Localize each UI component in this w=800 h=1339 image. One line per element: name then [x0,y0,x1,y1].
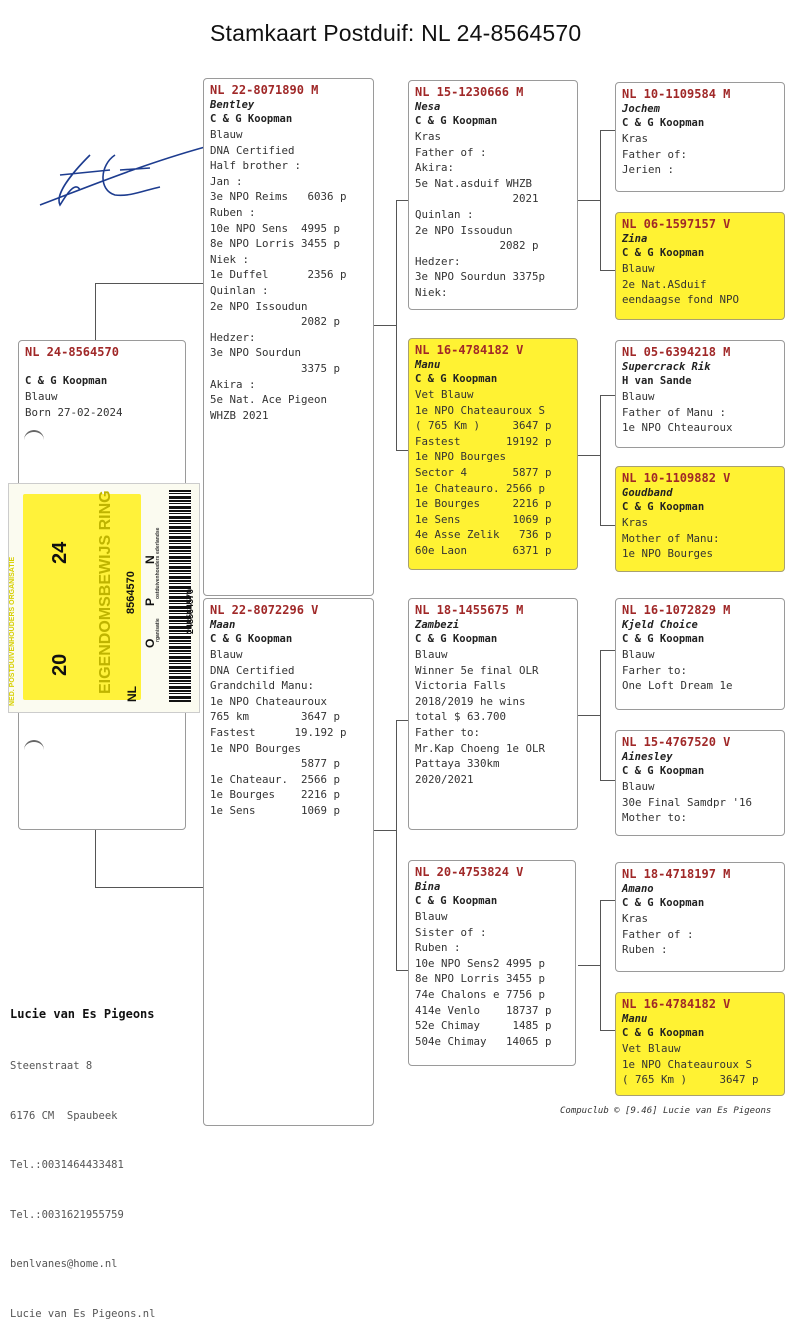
website-line: Lucie van Es Pigeons.nl [10,1307,156,1320]
sticker-nl: NL [125,686,139,702]
breeder-address [10,1025,155,1339]
owner: H van Sande [622,375,692,387]
pedigree-card-sire-dam [408,338,578,570]
detail-line: 1e Chateaur. 2566 p [210,772,341,786]
detail-line: 8e NPO Lorris 3455 p [210,237,341,251]
connector [396,970,408,971]
detail-line: Father of: [622,147,688,161]
sticker-letter-n: N [143,555,157,564]
detail-line: 1e NPO Chateauroux [210,694,328,708]
detail-line: ( 765 Km ) 3647 p [415,419,552,433]
pedigree-card-sdd [615,466,785,572]
pedigree-card-ssd [615,212,785,320]
detail-line: 2021 [415,192,539,206]
detail-line: 52e Chimay 1485 p [415,1019,552,1033]
detail-line: 2018/2019 he wins [415,694,526,708]
detail-line: Kras [622,132,649,145]
connector [600,780,615,781]
sticker-letter-word-p: ostduivenhouders [155,555,161,599]
detail-line: WHZB 2021 [210,408,269,422]
detail-line: Blauw [210,128,243,141]
pigeon-name: Bentley [210,99,255,111]
detail-line: Blauw [210,648,243,661]
detail-line: 8e NPO Lorris 3455 p [415,972,546,986]
owner: C & G Koopman [622,247,705,259]
address-line: Steenstraat 8 [10,1060,93,1072]
detail-line: 1e NPO Bourges [210,741,302,755]
ring-number: NL 16-4784182 V [415,343,524,357]
owner: C & G Koopman [25,375,108,387]
ring-number: NL 22-8071890 M [210,83,319,97]
detail-line: 2020/2021 [415,772,474,786]
pedigree-card-sss [615,82,785,192]
detail-line: Ruben : [622,943,668,957]
pedigree-card-dds [615,862,785,972]
detail-line: eendaagse fond NPO [622,293,740,307]
owner: C & G Koopman [210,113,293,125]
connector [396,200,408,201]
detail-line: 1e NPO Bourges [415,450,507,464]
connector [396,200,397,450]
ring-number: NL 18-4718197 M [622,867,731,881]
ring-number: NL 06-1597157 V [622,217,731,231]
detail-line: Ruben : [210,205,256,219]
pedigree-card-sire [203,78,374,596]
sticker-yellow-panel [23,494,141,700]
owner: C & G Koopman [415,115,498,127]
pigeon-name: Kjeld Choice [622,619,698,631]
connector [396,720,408,721]
detail-line: 4e Asse Zelik 736 p [415,528,552,542]
detail-line: Mother of Manu: [622,531,720,545]
detail-line: DNA Certified [210,663,295,677]
owner: C & G Koopman [622,117,705,129]
pedigree-card-dsd [615,730,785,836]
pigeon-name: Manu [415,359,441,371]
detail-line: 5e Nat.asduif WHZB [415,176,533,190]
detail-line: 2e NPO Issoudun [415,223,513,237]
connector [600,395,615,396]
ownership-ring-sticker [8,483,200,713]
page-title: Stamkaart Postduif: NL 24-8564570 [210,20,582,46]
detail-line: Born 27-02-2024 [25,405,123,419]
detail-line: 3e NPO Sourdun 3375p [415,270,546,284]
ring-number: NL 10-1109882 V [622,471,731,485]
owner: C & G Koopman [622,765,705,777]
pedigree-card-dam-dam [408,860,576,1066]
detail-line: DNA Certified [210,143,295,157]
detail-line: 1e NPO Chateauroux S [415,403,546,417]
connector [374,325,396,326]
sticker-year-bottom: 24 [49,541,71,564]
detail-line: Mother to: [622,811,688,825]
punch-hole [24,430,44,450]
detail-line: 765 km 3647 p [210,710,341,724]
detail-line: 1e Bourges 2216 p [210,788,341,802]
connector [95,887,203,888]
detail-line: 2082 p [415,239,539,253]
detail-line: Victoria Falls [415,679,507,693]
software-credit: Compuclub © [9.46] Lucie van Es Pigeons [560,1106,772,1116]
detail-line: Akira: [415,161,455,175]
ring-number: NL 05-6394218 M [622,345,731,359]
ring-number: NL 22-8072296 V [210,603,319,617]
detail-line: Ruben : [415,941,461,955]
owner: C & G Koopman [415,633,498,645]
punch-hole [24,740,44,760]
detail-line: Vet Blauw [415,388,474,401]
ring-number: NL 16-4784182 V [622,997,731,1011]
detail-line: Jan : [210,174,243,188]
detail-line: 5877 p [210,757,341,771]
detail-line: 1e Sens 1069 p [210,803,341,817]
detail-line: 30e Final Samdpr '16 [622,795,753,809]
detail-line: 1e NPO Chateauroux S [622,1057,753,1071]
detail-line: Blauw [622,648,655,661]
connector [95,830,96,887]
detail-line: Niek : [210,252,250,266]
barcode-number: 248564570 [185,588,195,634]
connector [600,525,615,526]
ring-number: NL 24-8564570 [25,345,119,359]
detail-line: Blauw [622,780,655,793]
sticker-letter-o: O [143,638,157,648]
detail-line: Fastest 19.192 p [210,725,347,739]
detail-line: Niek: [415,285,448,299]
detail-line: 3e NPO Sourdun [210,346,302,360]
owner: C & G Koopman [415,895,498,907]
phone-line: Tel.:0031464433481 [10,1159,124,1171]
detail-line: Mr.Kap Choeng 1e OLR [415,741,546,755]
detail-line: Pattaya 330km [415,757,500,771]
detail-line: total $ 63.700 [415,710,507,724]
pedigree-card-sire-sire [408,80,578,310]
connector [600,270,615,271]
pigeon-name: Goudband [622,487,673,499]
sticker-ring-number: 8564570 [125,571,137,614]
owner: C & G Koopman [622,897,705,909]
connector [396,720,397,970]
detail-line: 10e NPO Sens2 4995 p [415,956,546,970]
pigeon-name: Nesa [415,101,441,113]
detail-line: 74e Chalons e 7756 p [415,987,546,1001]
sticker-letter-word-n: ederlandse [155,527,161,554]
detail-line: Grandchild Manu: [210,679,315,693]
connector [578,455,600,456]
connector [374,830,396,831]
detail-line: Vet Blauw [622,1042,681,1055]
detail-line: 5e Nat. Ace Pigeon [210,393,328,407]
detail-line: Quinlan : [210,283,269,297]
detail-line: Winner 5e final OLR [415,663,539,677]
detail-line: 2e NPO Issoudun [210,299,308,313]
detail-line: 2082 p [210,315,341,329]
pigeon-name: Bina [415,881,441,893]
connector [600,900,601,1030]
detail-line: 1e Sens 1069 p [415,512,552,526]
detail-line: Kras [622,516,649,529]
pedigree-card-dam-sire [408,598,578,830]
ring-number: NL 15-1230666 M [415,85,524,99]
ring-number: NL 20-4753824 V [415,865,524,879]
detail-line: 1e Duffel 2356 p [210,268,347,282]
detail-line: Father of : [622,927,694,941]
connector [600,900,615,901]
pedigree-card-dam [203,598,374,1126]
detail-line: Kras [415,130,442,143]
owner: C & G Koopman [622,633,705,645]
detail-line: Blauw [622,390,655,403]
detail-line: 1e Bourges 2216 p [415,497,552,511]
sticker-letter-p: P [143,597,157,606]
connector [600,650,615,651]
detail-line: 504e Chimay 14065 p [415,1034,552,1048]
connector [578,965,600,966]
connector [600,130,601,270]
detail-line: 3e NPO Reims 6036 p [210,190,347,204]
detail-line: Jerien : [622,163,675,177]
pigeon-name: Ainesley [622,751,673,763]
connector [578,715,600,716]
detail-line: 2e Nat.ASduif [622,277,707,291]
sticker-org-text: NED. POSTDUIVENHOUDERS ORGANISATIE [9,556,16,706]
ring-number: NL 18-1455675 M [415,603,524,617]
detail-line: 1e NPO Chteauroux [622,421,733,435]
detail-line: Quinlan : [415,207,474,221]
address-line: 6176 CM Spaubeek [10,1109,118,1122]
connector [578,200,600,201]
pigeon-name: Zambezi [415,619,460,631]
detail-line: Blauw [622,262,655,275]
connector [396,450,408,451]
detail-line: Blauw [415,910,448,923]
connector [600,395,601,525]
pedigree-card-sds [615,340,785,448]
connector [600,650,601,780]
detail-line: ( 765 Km ) 3647 p [622,1073,759,1087]
pigeon-name: Zina [622,233,648,245]
ring-number: NL 16-1072829 M [622,603,731,617]
phone-line: Tel.:0031621955759 [10,1208,124,1221]
pigeon-name: Jochem [622,103,660,115]
detail-line: Sister of : [415,925,487,939]
detail-line: Fastest 19192 p [415,434,552,448]
detail-line: Farher to: [622,663,688,677]
email-line: benlvanes@home.nl [10,1258,118,1270]
signature [20,135,210,225]
pigeon-name: Manu [622,1013,648,1025]
detail-line: Hedzer: [415,254,461,268]
pigeon-name: Supercrack Rik [622,361,711,373]
ring-number: NL 15-4767520 V [622,735,731,749]
breeder-name: Lucie van Es Pigeons [10,1007,155,1021]
detail-line: Akira : [210,377,256,391]
detail-line: Father of Manu : [622,405,727,419]
pedigree-card-ddd [615,992,785,1096]
sticker-year-top: 20 [49,653,71,676]
pedigree-card-dss [615,598,785,710]
detail-line: 1e Chateauro. 2566 p [415,481,546,495]
detail-line: Father to: [415,725,481,739]
detail-line: Hedzer: [210,330,256,344]
detail-line: Father of : [415,145,487,159]
detail-line: Half brother : [210,159,302,173]
detail-line: Blauw [25,390,58,403]
owner: C & G Koopman [622,501,705,513]
sticker-letter-word-o: rganisatie [155,618,161,642]
owner: C & G Koopman [210,633,293,645]
detail-line: One Loft Dream 1e [622,679,733,693]
detail-line: 1e NPO Bourges [622,547,714,561]
owner: C & G Koopman [622,1027,705,1039]
connector [600,1030,615,1031]
detail-line: Kras [622,912,649,925]
detail-line: 414e Venlo 18737 p [415,1003,552,1017]
sticker-ring-text: EIGENDOMSBEWIJS RING [97,490,114,694]
detail-line: 10e NPO Sens 4995 p [210,221,341,235]
detail-line: 60e Laon 6371 p [415,543,552,557]
pigeon-name: Amano [622,883,654,895]
pigeon-name: Maan [210,619,236,631]
detail-line: Blauw [415,648,448,661]
detail-line: Sector 4 5877 p [415,465,552,479]
connector [95,283,96,342]
detail-line: 3375 p [210,361,341,375]
owner: C & G Koopman [415,373,498,385]
connector [600,130,615,131]
ring-number: NL 10-1109584 M [622,87,731,101]
connector [95,283,203,284]
